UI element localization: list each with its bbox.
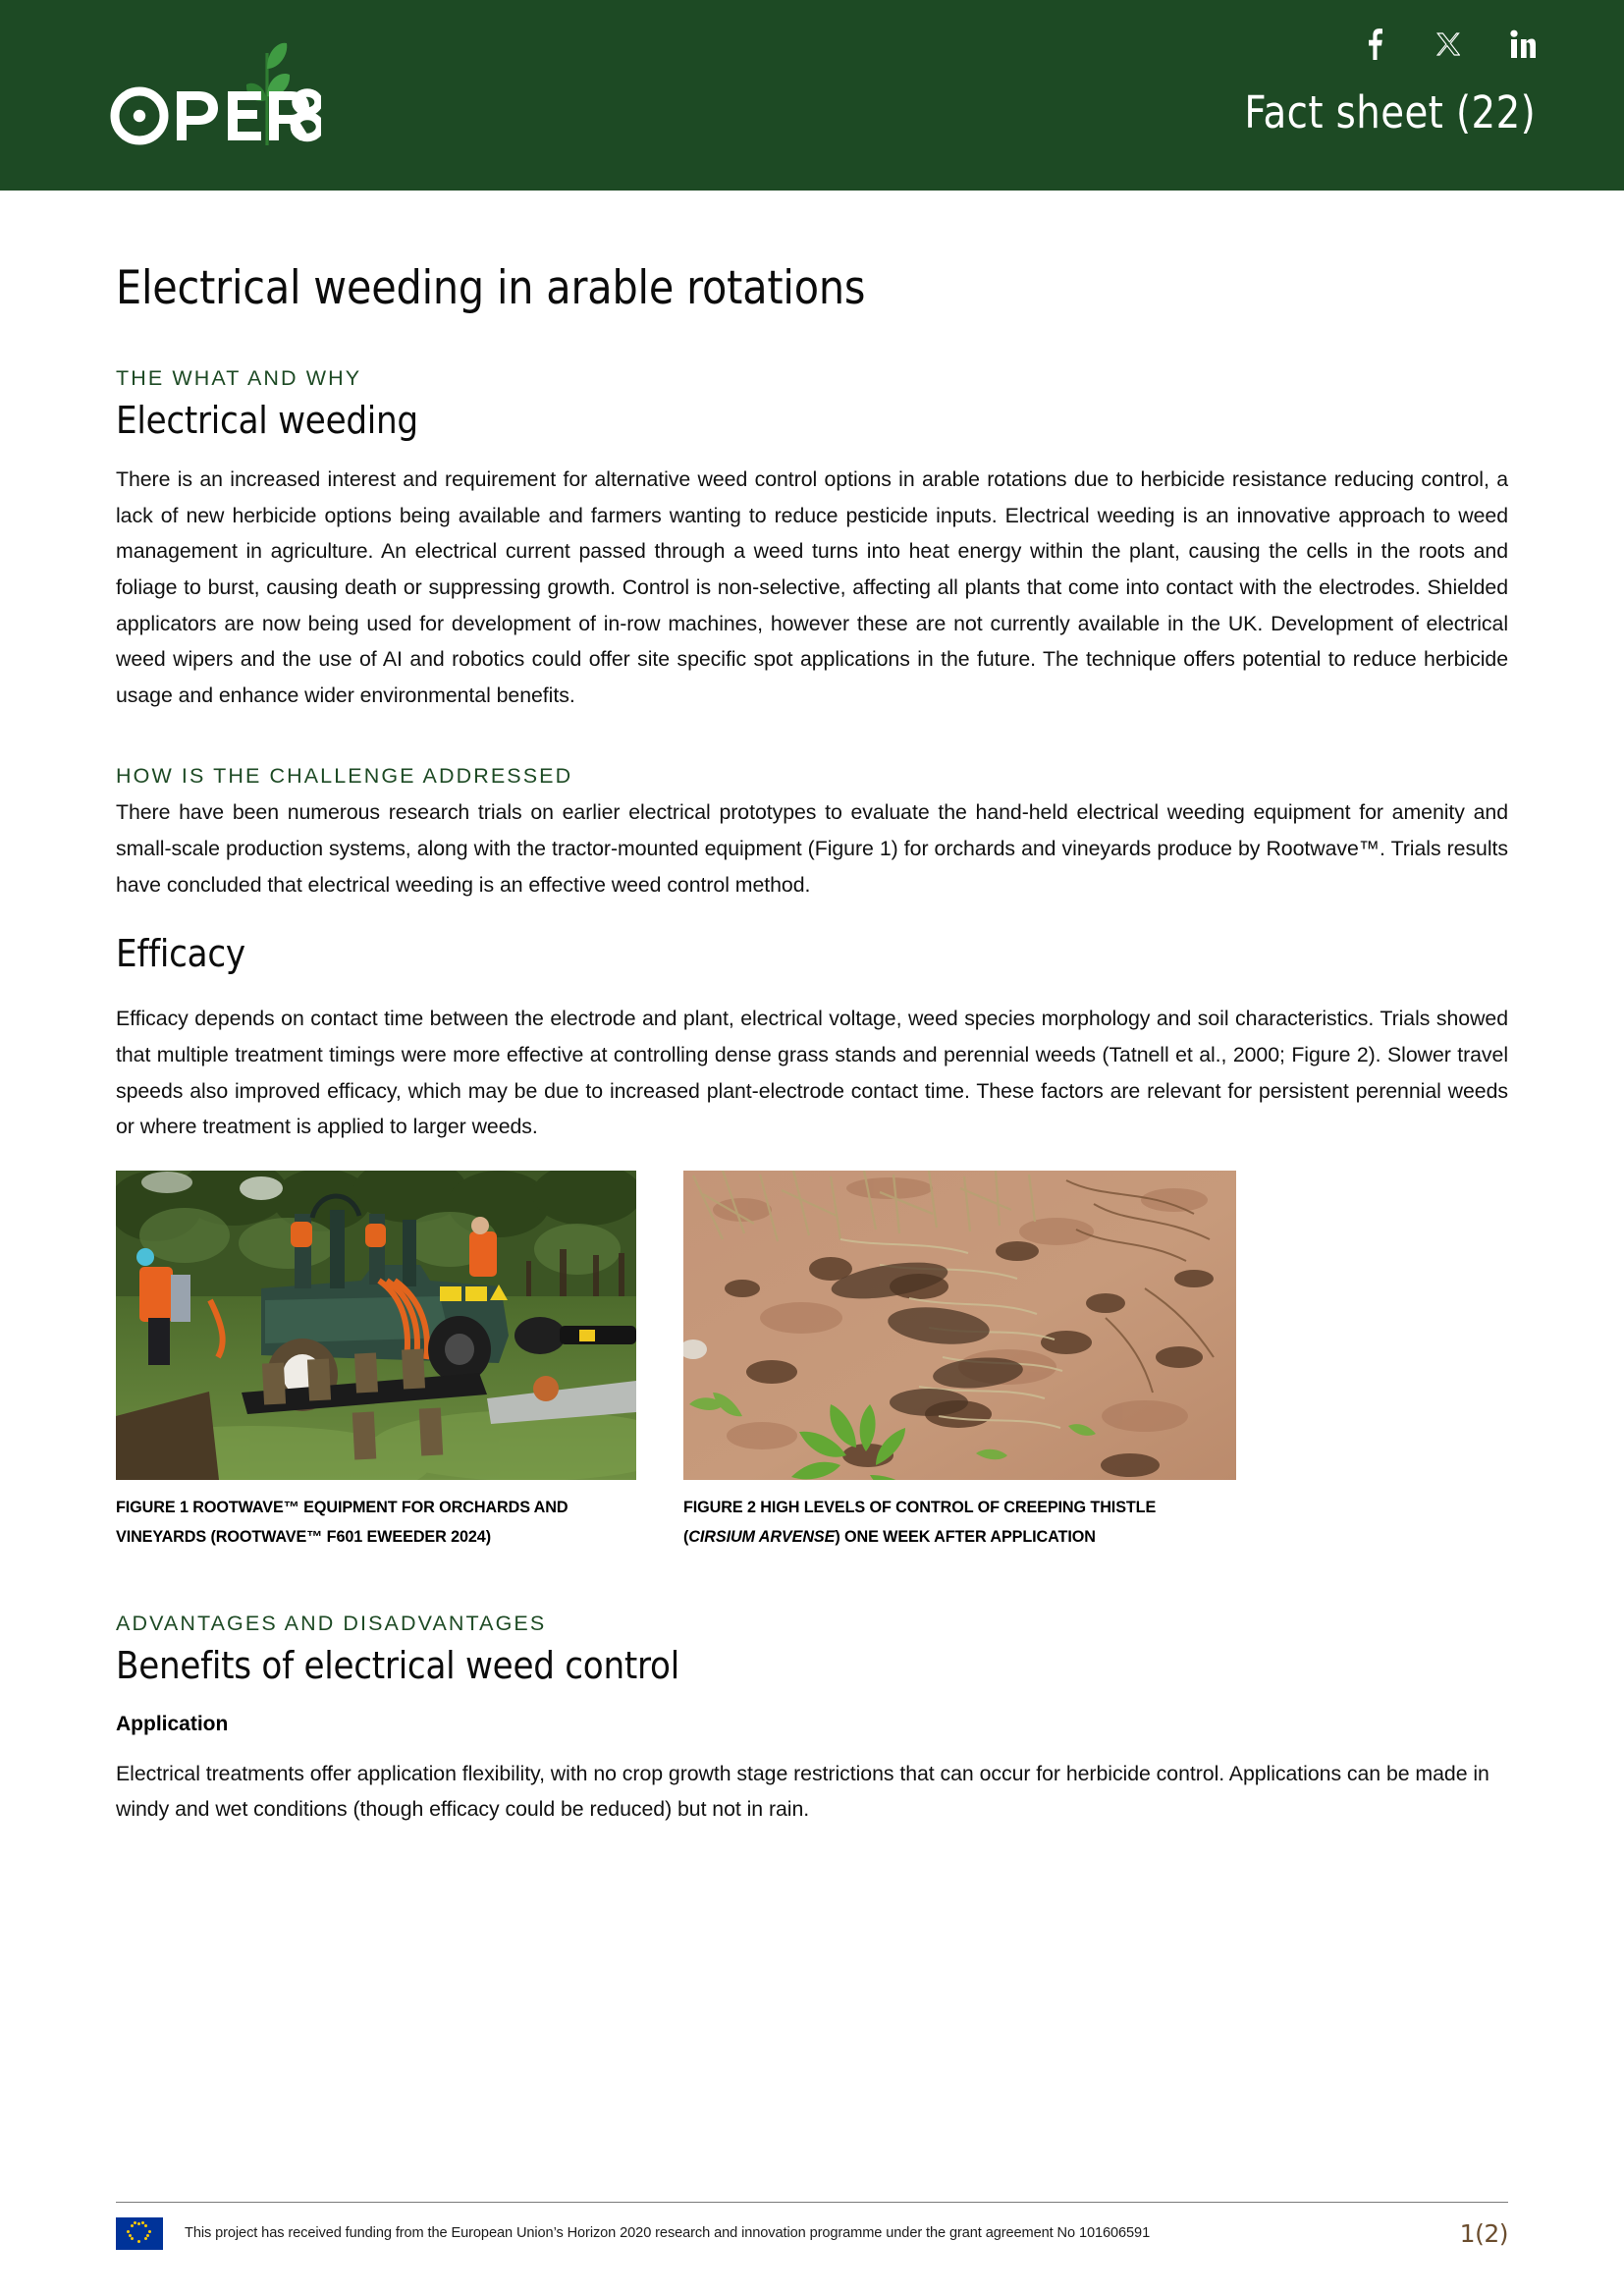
linkedin-glyph bbox=[1510, 29, 1536, 59]
facebook-glyph bbox=[1366, 28, 1382, 60]
paragraph-application: Electrical treatments offer application flexibility, with no crop growth stage restrictions that can occur for herbicide control. Applications can be made in windy and wet conditions (though efficacy could be reduced) but not in rain. bbox=[116, 1761, 1489, 1822]
paragraph-electrical-weeding: There is an increased interest and requirement for alternative weed control options in arable rotations due to herbicide resistance reducing control, a lack of new herbicide options being available and farmers wanting to reduce pesticide inputs. Electrical weeding is an innovative approach to weed management in agriculture. An electrical current passed through a weed turns into heat energy within the plant, causing the cells in the roots and foliage to burst, causing death or suppressing growth. Control is non-selective, affecting all plants that come into contact with the electrodes. Shielded applicators are now being used for development of in-row machines, however these are not currently available in the UK. Development of electrical weed wipers and the use of AI and robotics could offer site specific spot applications in the future. The technique offers potential to reduce herbicide usage and enhance wider environmental benefits. bbox=[116, 467, 1508, 707]
section-heading-electrical-weeding: Electrical weeding bbox=[116, 399, 418, 442]
figure-2-caption-line-2-suffix: ) ONE WEEK AFTER APPLICATION bbox=[835, 1527, 1096, 1546]
figure-2-caption-paren-open: ( bbox=[683, 1527, 689, 1546]
funding-statement: This project has received funding from the European Union’s Horizon 2020 research and innovation programme under the grant agreement No 101606591 bbox=[185, 2225, 1151, 2241]
section-eyebrow-what-and-why: THE WHAT AND WHY bbox=[116, 366, 362, 390]
x-glyph bbox=[1436, 32, 1460, 56]
fact-sheet-label: Fact sheet (22) bbox=[1244, 86, 1536, 138]
section-eyebrow-how-challenge-addressed: HOW IS THE CHALLENGE ADDRESSED bbox=[116, 764, 573, 789]
figure-2-caption bbox=[683, 1494, 1236, 1553]
figure-row bbox=[116, 1171, 1508, 1553]
page-header bbox=[0, 0, 1624, 191]
section-what-and-why bbox=[116, 366, 1508, 713]
section-heading-benefits: Benefits of electrical weed control bbox=[116, 1643, 679, 1687]
european-union-flag bbox=[116, 2217, 163, 2250]
figure-1-caption-line-2: VINEYARDS (ROOTWAVE™ F601 EWEEDER 2024) bbox=[116, 1527, 491, 1546]
paragraph-efficacy: Efficacy depends on contact time between the electrode and plant, electrical voltage, weed species morphology and soil characteristics. Trials showed that multiple treatment timings were more effective at controlling dense grass stands and perennial weeds (Tatnell et al., 2000; Figure 2). Slower travel speeds also improved efficacy, which may be due to increased plant-electrode contact time. These factors are relevant for persistent perennial weeds or where treatment is applied to larger weeds. bbox=[116, 1007, 1508, 1139]
figure-1 bbox=[116, 1171, 636, 1553]
figure-1-caption bbox=[116, 1494, 636, 1553]
oper8-logo-svg bbox=[110, 39, 321, 147]
social-links bbox=[1359, 26, 1538, 63]
figure-2 bbox=[683, 1171, 1236, 1553]
figure-2-image bbox=[683, 1171, 1236, 1480]
section-efficacy bbox=[116, 932, 1508, 1145]
figure-1-image bbox=[116, 1171, 636, 1480]
subheading-application: Application bbox=[116, 1712, 229, 1735]
figure-2-caption-species: CIRSIUM ARVENSE bbox=[688, 1527, 836, 1546]
page-footer bbox=[0, 2202, 1624, 2296]
page-number: 1(2) bbox=[1459, 2218, 1508, 2248]
facebook-icon[interactable] bbox=[1359, 26, 1388, 63]
page-content bbox=[0, 261, 1624, 1828]
section-heading-efficacy: Efficacy bbox=[116, 932, 245, 976]
linkedin-icon[interactable] bbox=[1508, 26, 1538, 63]
figure-1-caption-line-1: FIGURE 1 ROOTWAVE™ EQUIPMENT FOR ORCHARDS AND bbox=[116, 1498, 568, 1516]
section-advantages-disadvantages bbox=[116, 1612, 1508, 1828]
paragraph-challenge-addressed: There have been numerous research trials on earlier electrical prototypes to evaluate the hand-held electrical weeding equipment for amenity and small-scale production systems, along with the tractor-mounted equipment (Figure 1) for orchards and vineyards produce by Rootwave™. Trials results have concluded that electrical weeding is an effective weed control method. bbox=[116, 800, 1508, 897]
section-how-challenge-addressed bbox=[116, 764, 1508, 902]
oper8-logo[interactable] bbox=[110, 39, 321, 147]
x-twitter-icon[interactable] bbox=[1434, 26, 1463, 63]
page-title: Electrical weeding in arable rotations bbox=[116, 261, 866, 315]
section-eyebrow-advantages: ADVANTAGES AND DISADVANTAGES bbox=[116, 1611, 547, 1635]
figure-2-caption-line-1: FIGURE 2 HIGH LEVELS OF CONTROL OF CREEPING THISTLE bbox=[683, 1498, 1157, 1516]
